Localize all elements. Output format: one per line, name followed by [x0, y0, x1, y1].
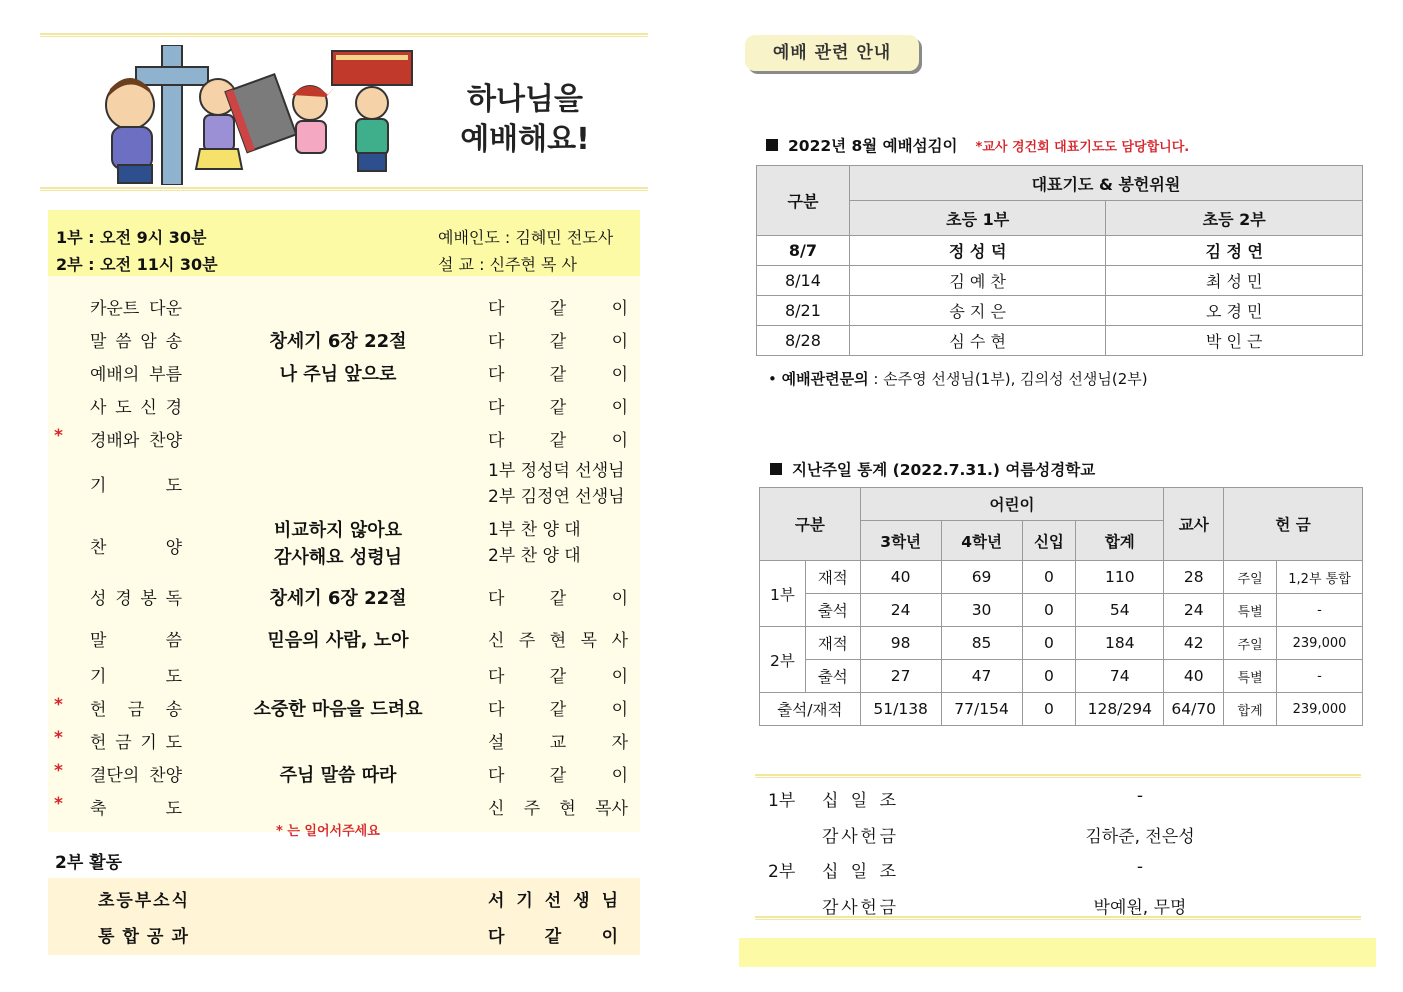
order-item-content [218, 517, 458, 571]
stand-note: * 는 일어서주세요 [276, 824, 380, 839]
order-item-content: 창세기 6장 22절 [269, 588, 407, 609]
order-item-name: 카운트 다운 [90, 299, 182, 319]
activities-title: 2부 활동 [55, 853, 123, 873]
table-cell: 박 인 근 [1106, 326, 1363, 356]
table-cell: 110 [1076, 561, 1164, 594]
table-cell: 85 [941, 627, 1022, 660]
offering-names: - [1136, 786, 1144, 806]
contact-line: • 예배관련문의 : 손주영 선생님(1부), 김의성 선생님(2부) [768, 370, 1148, 388]
attendance-table [759, 487, 1363, 726]
offering-part: 2부 [768, 862, 796, 882]
table-header-cell: 교사 [1164, 488, 1224, 561]
content-line: 감사해요 성령님 [274, 547, 402, 568]
table-cell: 8/7 [757, 236, 850, 266]
table-cell: - [1277, 660, 1363, 693]
offering-names: 박예원, 무명 [1093, 898, 1187, 918]
order-item-name: 말 씀 [90, 631, 182, 651]
content-line: 비교하지 않아요 [274, 520, 402, 541]
illustration-divider [40, 187, 648, 191]
order-item-name: 헌 금 기 도 [90, 733, 182, 753]
contact-label: 예배관련문의 [781, 370, 869, 388]
who-line: 1부 찬 양 대 [488, 520, 581, 540]
page-title [440, 80, 610, 160]
table-header-cell: 4학년 [941, 521, 1022, 561]
table-header-cell: 초등 1부 [849, 201, 1106, 236]
table-cell: 24 [860, 594, 941, 627]
leader-name: 김혜민 전도사 [515, 228, 614, 247]
preacher [438, 252, 577, 275]
table-cell: 40 [1164, 660, 1224, 693]
order-of-worship [48, 276, 640, 832]
order-item-who: 다 같 이 [488, 700, 628, 720]
table-total-row [760, 693, 1363, 726]
table-cell: 김 예 찬 [849, 266, 1106, 296]
table-row [760, 561, 1363, 594]
order-item-name: 결단의 찬양 [90, 766, 182, 786]
offering-kind: 감 사 헌 금 [822, 898, 896, 918]
activity-name: 통 합 공 과 [98, 927, 188, 947]
order-item-name: 축 도 [90, 799, 182, 819]
activity-name: 초 등 부 소 식 [98, 891, 188, 911]
who-line: 1부 정성덕 선생님 [488, 461, 625, 481]
title-line-2: 예배해요! [460, 122, 590, 157]
table-cell: 98 [860, 627, 941, 660]
table-header-cell: 초등 2부 [1106, 201, 1363, 236]
table-cell: 74 [1076, 660, 1164, 693]
table-header-cell: 어린이 [860, 488, 1164, 521]
duty-title-text: 2022년 8월 예배섬김이 [788, 137, 958, 155]
table-cell: 0 [1022, 561, 1076, 594]
service-time-1: 1부 : 오전 9시 30분 [56, 228, 207, 247]
table-cell: 최 성 민 [1106, 266, 1363, 296]
order-item-who: 다 같 이 [488, 431, 628, 451]
order-item-who: 다 같 이 [488, 398, 628, 418]
table-cell: 28 [1164, 561, 1224, 594]
table-cell: 27 [860, 660, 941, 693]
leader-role: 예배인도 : [438, 228, 516, 247]
table-cell: 69 [941, 561, 1022, 594]
order-item-who: 다 같 이 [488, 299, 628, 319]
section-badge: 예배 관련 안내 [745, 35, 919, 71]
contact-text: : 손주영 선생님(1부), 김의성 선생님(2부) [868, 370, 1148, 388]
order-item-who: 다 같 이 [488, 667, 628, 687]
table-cell: 출석 [805, 594, 860, 627]
stats-section-title [770, 458, 1095, 480]
stand-marker: * [54, 695, 63, 715]
order-item-who: 다 같 이 [488, 589, 628, 609]
service-time-2: 2부 : 오전 11시 30분 [56, 255, 218, 274]
stand-marker: * [54, 728, 63, 748]
table-cell: 정 성 덕 [849, 236, 1106, 266]
table-row [760, 660, 1363, 693]
table-cell: 0 [1022, 627, 1076, 660]
table-cell: 239,000 [1277, 627, 1363, 660]
table-cell: 1부 [760, 561, 806, 627]
table-cell: 77/154 [941, 693, 1022, 726]
order-item-who: 신 주 현 목사 [488, 799, 628, 819]
table-cell: 2부 [760, 627, 806, 693]
table-row [757, 266, 1363, 296]
activity-who: 다 같 이 [488, 927, 618, 947]
preacher-role: 설 교 : [438, 255, 490, 274]
order-item-name: 성 경 봉 독 [90, 589, 182, 609]
title-line-1: 하나님을 [467, 82, 583, 117]
table-cell: 0 [1022, 660, 1076, 693]
stats-title-text: 지난주일 통계 (2022.7.31.) 여름성경학교 [792, 461, 1096, 479]
table-cell: 8/21 [757, 296, 850, 326]
children-worship-illustration [100, 45, 430, 185]
table-cell: 54 [1076, 594, 1164, 627]
table-cell: 김 정 연 [1106, 236, 1363, 266]
service-times [48, 210, 640, 276]
order-item-name: 말 씀 암 송 [90, 332, 182, 352]
table-cell: 합계 [1224, 693, 1277, 726]
stand-marker: * [54, 426, 63, 446]
duty-section-title [766, 134, 1189, 156]
table-header-cell: 헌 금 [1224, 488, 1363, 561]
table-cell: 40 [860, 561, 941, 594]
stand-marker: * [54, 761, 63, 781]
table-cell: 송 지 은 [849, 296, 1106, 326]
order-item-name: 기 도 [90, 667, 182, 687]
table-header-cell: 구분 [757, 166, 850, 236]
offering-kind: 감 사 헌 금 [822, 827, 896, 847]
table-cell: 24 [1164, 594, 1224, 627]
table-cell: 1,2부 통합 [1277, 561, 1363, 594]
order-item-name: 사 도 신 경 [90, 398, 182, 418]
order-item-content: 창세기 6장 22절 [269, 331, 407, 352]
offering-names: 김하준, 전은성 [1085, 827, 1195, 847]
order-item-who: 다 같 이 [488, 365, 628, 385]
offering-kind: 십 일 조 [822, 862, 896, 882]
table-header-cell: 대표기도 & 봉헌위원 [849, 166, 1362, 201]
order-item-name: 기 도 [90, 476, 182, 496]
duty-note: *교사 경건회 대표기도도 담당합니다. [975, 140, 1190, 155]
worship-leader [438, 225, 613, 248]
order-item-name: 찬 양 [90, 538, 182, 558]
table-cell: 0 [1022, 594, 1076, 627]
table-cell: 30 [941, 594, 1022, 627]
square-bullet-icon [766, 139, 778, 151]
table-cell: 64/70 [1164, 693, 1224, 726]
table-row [757, 236, 1363, 266]
table-row [757, 326, 1363, 356]
order-item-who [488, 458, 628, 510]
activity-who: 서 기 선 생 님 [488, 891, 618, 911]
table-cell: 128/294 [1076, 693, 1164, 726]
offering-names: - [1136, 857, 1144, 877]
order-item-content: 소중한 마음을 드려요 [253, 699, 423, 720]
table-cell: 8/28 [757, 326, 850, 356]
table-cell: 51/138 [860, 693, 941, 726]
offering-divider-bottom [755, 916, 1361, 920]
order-item-who: 신 주 현 목 사 [488, 631, 628, 651]
square-bullet-icon [770, 463, 782, 475]
order-item-content: 나 주님 앞으로 [279, 364, 397, 385]
table-row [760, 594, 1363, 627]
table-cell: 주일 [1224, 627, 1277, 660]
table-header-cell: 신입 [1022, 521, 1076, 561]
table-header-cell: 구분 [760, 488, 861, 561]
order-item-name: 경배와 찬양 [90, 431, 182, 451]
order-item-name: 예배의 부름 [90, 365, 182, 385]
table-row [757, 296, 1363, 326]
table-header-row [760, 488, 1363, 521]
offering-part: 1부 [768, 791, 796, 811]
table-cell: 42 [1164, 627, 1224, 660]
table-cell: 오 경 민 [1106, 296, 1363, 326]
offering-kind: 십 일 조 [822, 791, 896, 811]
activities [48, 878, 640, 955]
table-cell: 184 [1076, 627, 1164, 660]
table-cell: 특별 [1224, 660, 1277, 693]
table-header-cell: 3학년 [860, 521, 941, 561]
table-cell: 239,000 [1277, 693, 1363, 726]
table-cell: 8/14 [757, 266, 850, 296]
order-item-content: 주님 말씀 따라 [279, 765, 397, 786]
footer-bar [739, 938, 1376, 967]
table-header-cell: 합계 [1076, 521, 1164, 561]
order-item-content: 믿음의 사람, 노아 [267, 630, 409, 651]
top-divider [40, 33, 648, 37]
table-cell: 47 [941, 660, 1022, 693]
preacher-name: 신주현 목 사 [489, 255, 578, 274]
who-line: 2부 찬 양 대 [488, 546, 581, 566]
table-cell: 심 수 현 [849, 326, 1106, 356]
order-item-who: 다 같 이 [488, 766, 628, 786]
table-row [760, 627, 1363, 660]
offering-divider-top [755, 774, 1361, 778]
table-cell: - [1277, 594, 1363, 627]
order-item-who [488, 517, 628, 569]
table-cell: 주일 [1224, 561, 1277, 594]
order-item-who: 다 같 이 [488, 332, 628, 352]
table-header-row [757, 166, 1363, 201]
order-item-name: 헌 금 송 [90, 700, 182, 720]
stand-marker: * [54, 794, 63, 814]
table-cell: 출석 [805, 660, 860, 693]
table-cell: 재적 [805, 561, 860, 594]
who-line: 2부 김정연 선생님 [488, 487, 625, 507]
table-cell: 출석/재적 [760, 693, 861, 726]
table-cell: 특별 [1224, 594, 1277, 627]
table-cell: 재적 [805, 627, 860, 660]
order-item-who: 설 교 자 [488, 733, 628, 753]
duty-table [756, 165, 1363, 356]
table-cell: 0 [1022, 693, 1076, 726]
